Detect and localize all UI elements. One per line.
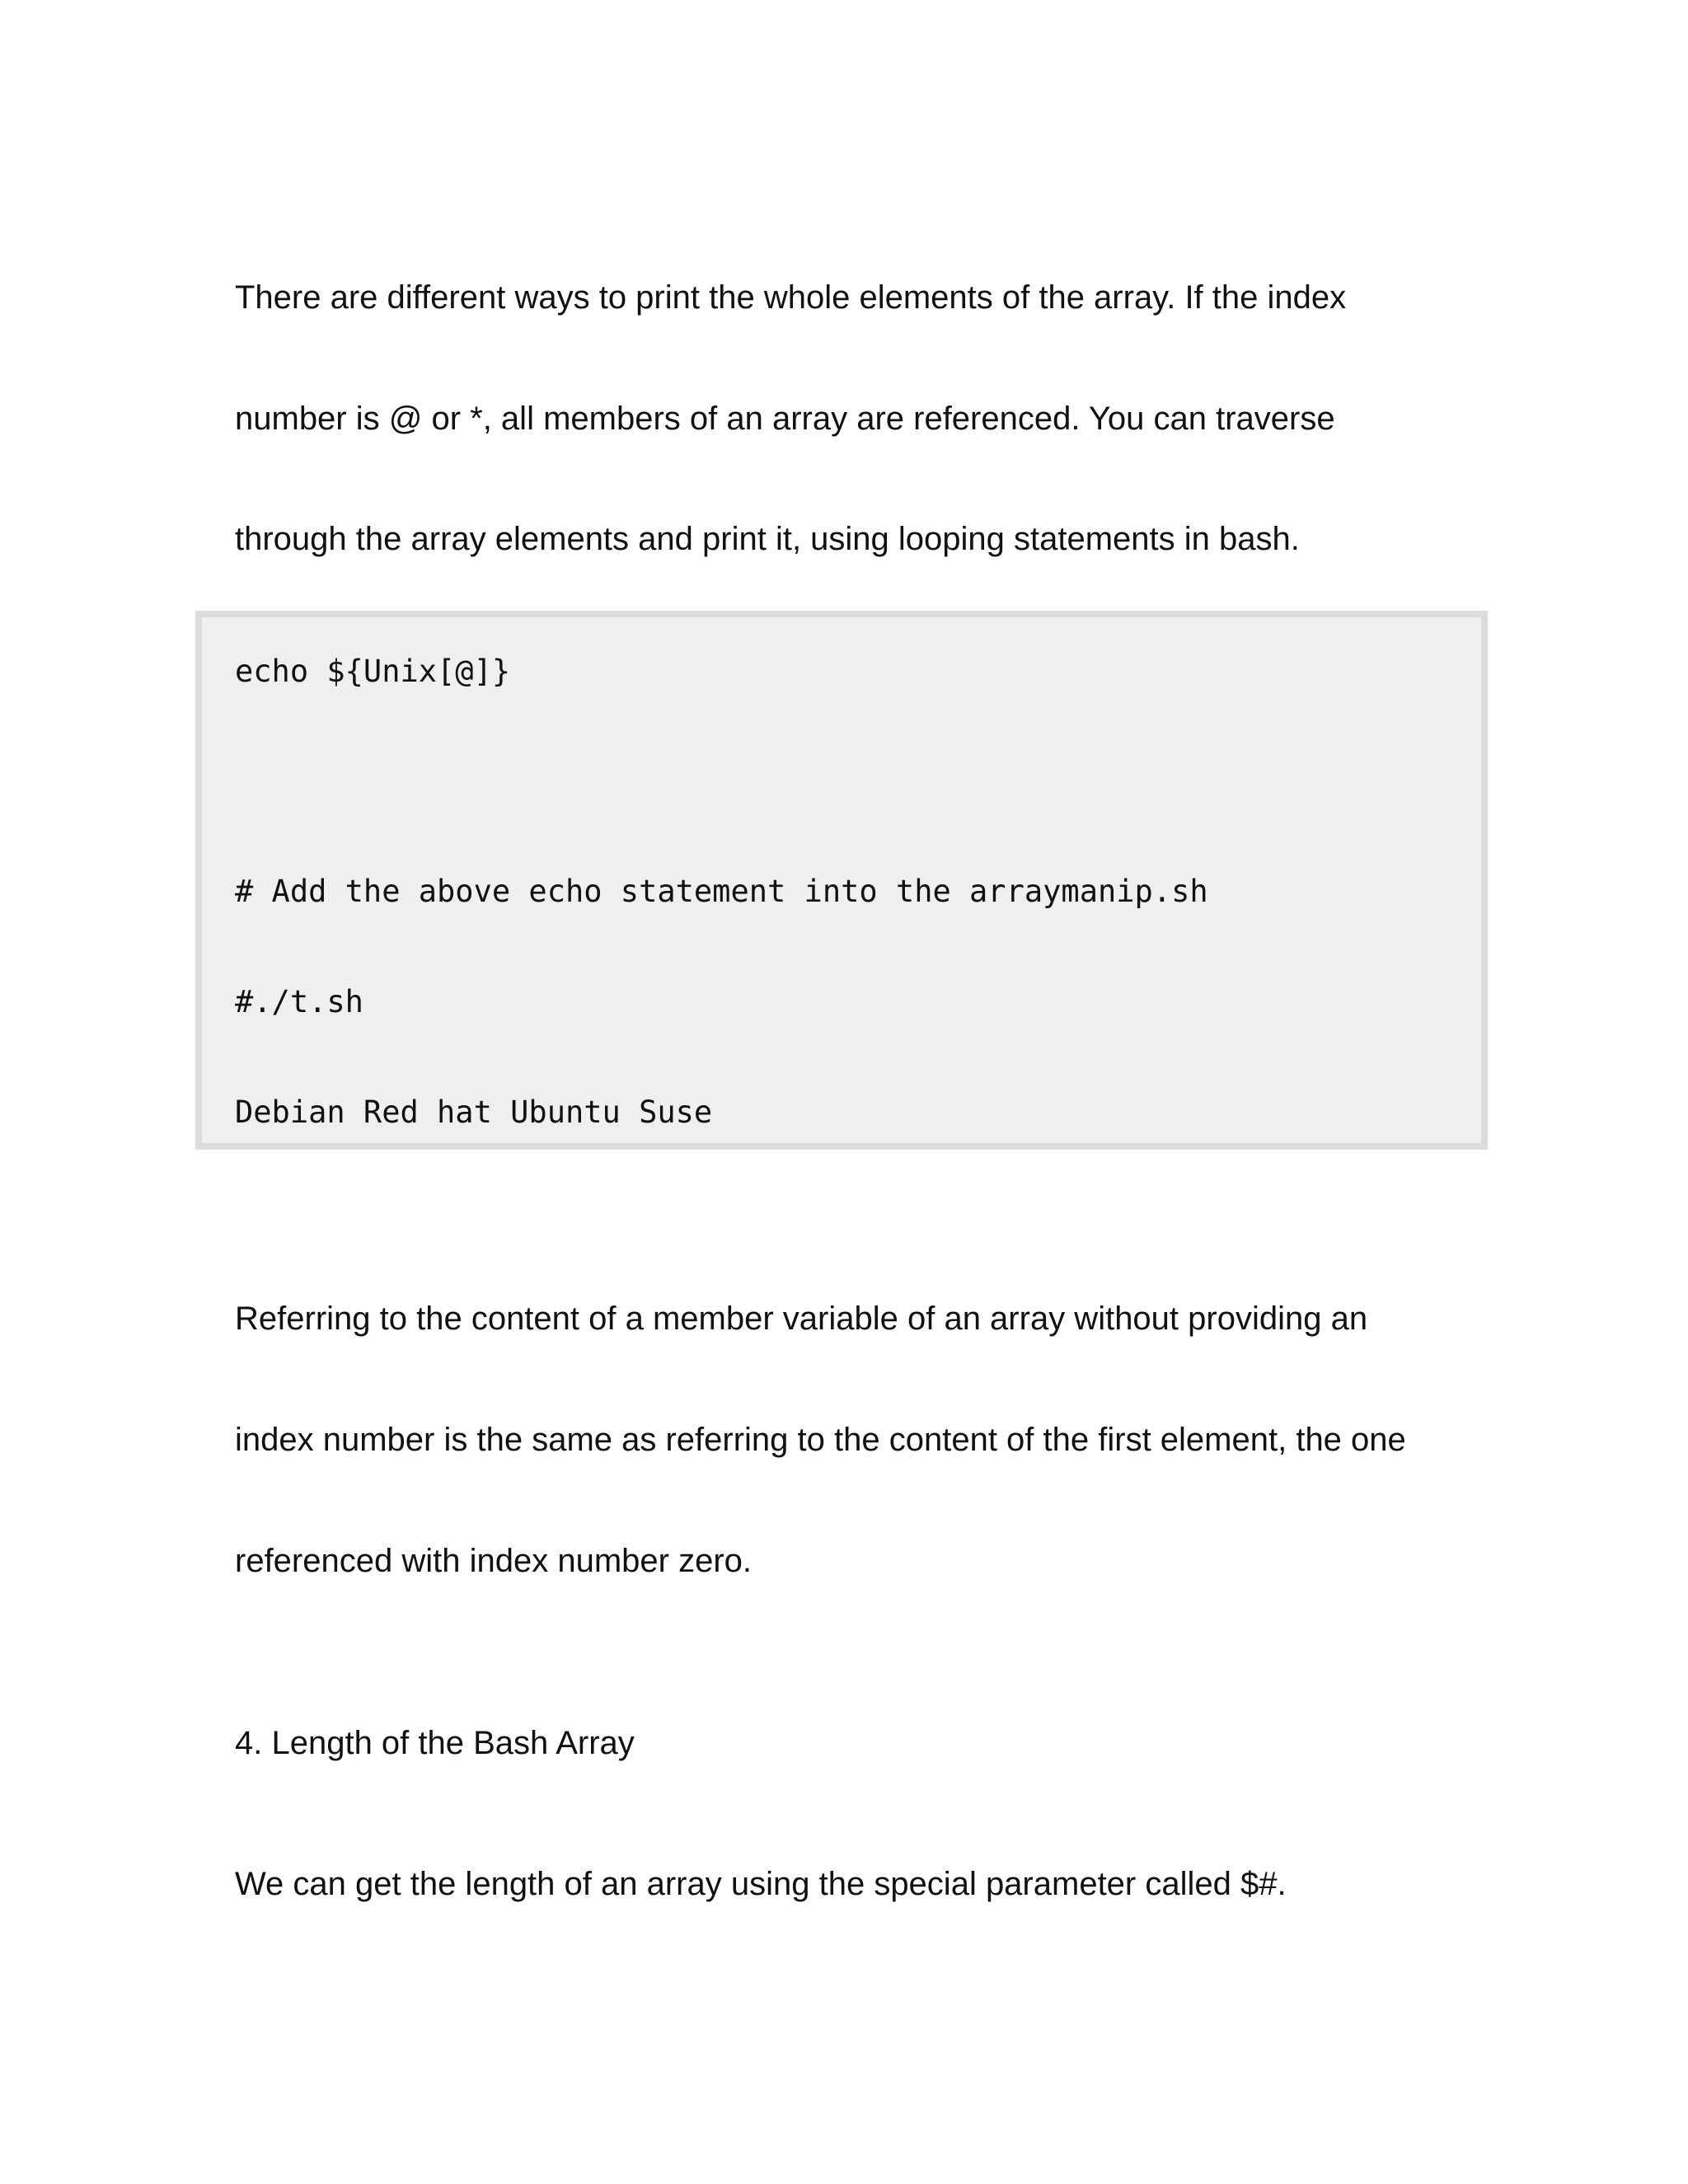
code-line-4: Debian Red hat Ubuntu Suse [235, 1094, 713, 1130]
intro-line-3: through the array elements and print it, using looping statements in bash. [235, 521, 1300, 557]
intro-line-1: There are different ways to print the whole elements of the array. If the index [235, 279, 1347, 316]
code-line-2: # Add the above echo statement into the arraymanip.sh [235, 874, 1208, 909]
intro-line-2: number is @ or *, all members of an array are referenced. You can traverse [235, 401, 1335, 437]
code-line-1: echo ${Unix[@]} [235, 654, 511, 689]
code-line-3: #./t.sh [235, 984, 363, 1019]
section-text: We can get the length of an array using the special parameter called $#. [235, 1866, 1287, 1902]
paragraph2-line-3: referenced with index number zero. [235, 1543, 752, 1579]
paragraph2-line-2: index number is the same as referring to the content of the first element, the one [235, 1422, 1406, 1458]
section-heading: 4. Length of the Bash Array [235, 1725, 635, 1761]
code-block [195, 611, 1488, 1150]
paragraph2-line-1: Referring to the content of a member variable of an array without providing an [235, 1301, 1368, 1337]
